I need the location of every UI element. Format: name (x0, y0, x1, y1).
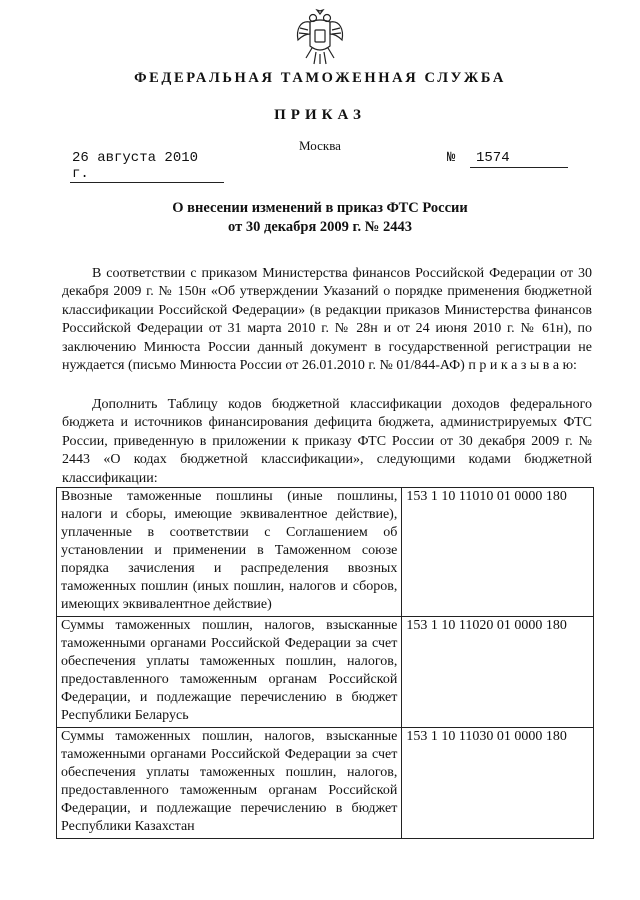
title-line-1: О внесении изменений в приказ ФТС России (172, 200, 468, 216)
title-line-2: от 30 декабря 2009 г. № 2443 (228, 219, 412, 235)
row-code: 153 1 10 11030 01 0000 180 (402, 728, 594, 839)
document-number: 1574 (476, 150, 510, 166)
table-row (57, 617, 594, 728)
number-label: № (447, 150, 456, 166)
paragraph-1-text: В соответствии с приказом Министерства финансов Российской Федерации от 30 декабря 2009 г. № 150н «Об утверждении Указаний о порядке применения бюджетной классификации Российской Федерации» (в редакции приказов Министерства финансов Российской Федерации от 31 марта 2010 г. № 28н и от 24 июня 2010 г. № 61н), по заключению Минюста России данный документ в государственной регистрации не нуждается (письмо Минюста России от 26.01.2010 г. № 01/844-АФ) п р и к а з ы в а ю: (62, 266, 592, 374)
state-emblem-icon (294, 8, 346, 68)
table-row (57, 728, 594, 839)
document-date: 26 августа 2010 г. (70, 150, 224, 183)
row-code: 153 1 10 11010 01 0000 180 (402, 488, 594, 617)
row-description: Суммы таможенных пошлин, налогов, взысканные таможенными органами Российской Федерации за счет обеспечения уплаты таможенных пошлин, налогов, предоставленного таможенным органам Российской Федерации, и подлежащие перечислению в бюджет Республики Казахстан (57, 728, 402, 839)
number-underline (470, 167, 568, 168)
paragraph-2-text: Дополнить Таблицу кодов бюджетной классификации доходов федерального бюджета и источников финансирования дефицита бюджета, администрируемых ФТС России, приведенную в приложении к приказу ФТС России от 30 декабря 2009 г. № 2443 «О кодах бюджетной классификации», следующими кодами бюджетной классификации: (62, 397, 592, 486)
document-type: ПРИКАЗ (274, 107, 366, 123)
agency-name: ФЕДЕРАЛЬНАЯ ТАМОЖЕННАЯ СЛУЖБА (134, 70, 506, 86)
row-code: 153 1 10 11020 01 0000 180 (402, 617, 594, 728)
paragraph-2 (62, 396, 592, 488)
document-title (0, 199, 640, 237)
city: Москва (299, 138, 341, 153)
table-row (57, 488, 594, 617)
paragraph-1 (62, 265, 592, 375)
row-description: Суммы таможенных пошлин, налогов, взысканные таможенными органами Российской Федерации за счет обеспечения уплаты таможенных пошлин, налогов, предоставленного таможенным органам Российской Федерации, и подлежащие перечислению в бюджет Республики Беларусь (57, 617, 402, 728)
budget-codes-table (56, 487, 594, 839)
row-description: Ввозные таможенные пошлины (иные пошлины, налоги и сборы, имеющие эквивалентное действие), уплаченные в соответствии с Соглашением об установлении и применении в Таможенном союзе порядка зачисления и распределения ввозных таможенных пошлин (иных пошлин, налогов и сборов, имеющих эквивалентное действие) (57, 488, 402, 617)
